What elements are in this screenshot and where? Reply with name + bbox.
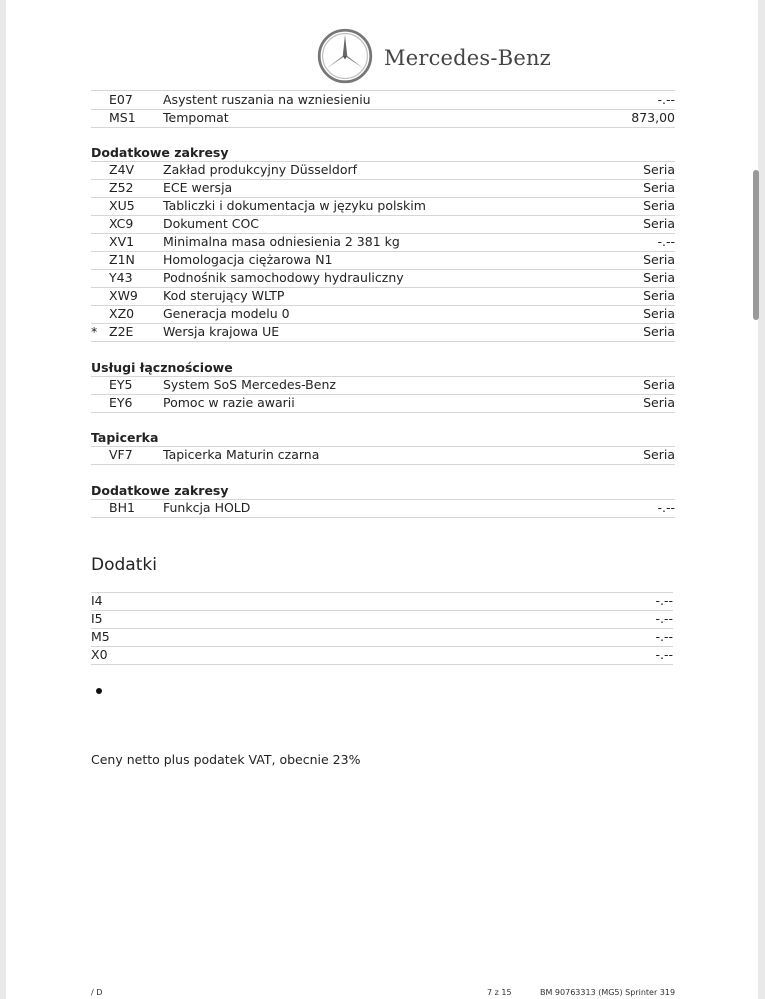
option-code: Z52 <box>109 180 134 195</box>
table-row <box>91 91 675 110</box>
bullet-point <box>96 688 102 694</box>
option-code: XU5 <box>109 198 135 213</box>
option-description: Funkcja HOLD <box>163 500 251 515</box>
option-description: ECE wersja <box>163 180 233 195</box>
option-code: EY6 <box>109 395 133 410</box>
table-row <box>91 394 675 413</box>
table-row <box>91 197 675 216</box>
option-code: Y43 <box>109 270 133 285</box>
section-heading: Dodatkowe zakresy <box>91 483 229 498</box>
option-price: Seria <box>643 324 675 339</box>
option-code: XC9 <box>109 216 134 231</box>
option-price: Seria <box>643 306 675 321</box>
brand-name: Mercedes-Benz <box>384 46 551 70</box>
option-description: Tabliczki i dokumentacja w języku polskim <box>163 198 426 213</box>
option-description: Pomoc w razie awarii <box>163 395 295 410</box>
table-row <box>91 287 675 306</box>
option-description: Zakład produkcyjny Düsseldorf <box>163 162 358 177</box>
table-row <box>91 269 675 288</box>
option-price: Seria <box>643 270 675 285</box>
option-code: XZ0 <box>109 306 135 321</box>
table-row <box>91 161 675 180</box>
option-code: Z1N <box>109 252 135 267</box>
section-heading: Tapicerka <box>91 430 159 445</box>
footer-model: BM 90763313 (MG5) Sprinter 319 <box>540 988 676 997</box>
table-row <box>91 251 675 270</box>
section-heading: Dodatkowe zakresy <box>91 145 229 160</box>
option-price: 873,00 <box>631 110 675 125</box>
option-price: Seria <box>643 198 675 213</box>
option-description: System SoS Mercedes-Benz <box>163 377 336 392</box>
option-code: BH1 <box>109 500 135 515</box>
addon-code: X0 <box>91 647 108 662</box>
option-price: Seria <box>643 162 675 177</box>
addons-heading: Dodatki <box>91 555 157 575</box>
marker: * <box>91 324 98 339</box>
addon-code: I4 <box>91 593 103 608</box>
option-code: VF7 <box>109 447 133 462</box>
option-price: Seria <box>643 288 675 303</box>
option-description: Kod sterujący WLTP <box>163 288 285 303</box>
mercedes-star-icon <box>317 28 373 84</box>
option-price: Seria <box>643 180 675 195</box>
table-row <box>91 323 675 342</box>
option-code: E07 <box>109 92 133 107</box>
addon-price: -.-- <box>655 611 673 626</box>
option-description: Wersja krajowa UE <box>163 324 280 339</box>
addon-price: -.-- <box>655 629 673 644</box>
option-description: Podnośnik samochodowy hydrauliczny <box>163 270 404 285</box>
table-row <box>91 592 673 611</box>
table-row <box>91 628 673 647</box>
option-code: Z2E <box>109 324 134 339</box>
option-description: Minimalna masa odniesienia 2 381 kg <box>163 234 400 249</box>
option-code: EY5 <box>109 377 133 392</box>
option-price: -.-- <box>657 500 675 515</box>
table-row <box>91 646 673 665</box>
option-description: Generacja modelu 0 <box>163 306 290 321</box>
table-row <box>91 446 675 465</box>
vat-note: Ceny netto plus podatek VAT, obecnie 23% <box>91 752 361 767</box>
footer-page-number: 7 z 15 <box>487 988 512 997</box>
option-price: -.-- <box>657 92 675 107</box>
option-code: MS1 <box>109 110 136 125</box>
addon-code: I5 <box>91 611 103 626</box>
option-price: Seria <box>643 377 675 392</box>
option-description: Homologacja ciężarowa N1 <box>163 252 333 267</box>
addon-code: M5 <box>91 629 110 644</box>
addon-price: -.-- <box>655 647 673 662</box>
table-row <box>91 233 675 252</box>
option-code: XV1 <box>109 234 135 249</box>
option-description: Asystent ruszania na wzniesieniu <box>163 92 371 107</box>
footer-left: / D <box>91 988 103 997</box>
section-heading: Usługi łącznościowe <box>91 360 233 375</box>
option-description: Tapicerka Maturin czarna <box>163 447 320 462</box>
option-price: -.-- <box>657 234 675 249</box>
option-price: Seria <box>643 395 675 410</box>
table-row <box>91 215 675 234</box>
option-code: XW9 <box>109 288 138 303</box>
option-description: Tempomat <box>163 110 229 125</box>
table-row <box>91 499 675 518</box>
option-price: Seria <box>643 447 675 462</box>
table-row <box>91 610 673 629</box>
table-row <box>91 179 675 198</box>
option-price: Seria <box>643 252 675 267</box>
option-code: Z4V <box>109 162 135 177</box>
option-description: Dokument COC <box>163 216 260 231</box>
table-row <box>91 305 675 324</box>
table-row <box>91 109 675 128</box>
scrollbar[interactable] <box>753 170 759 320</box>
option-price: Seria <box>643 216 675 231</box>
addon-price: -.-- <box>655 593 673 608</box>
table-row <box>91 376 675 395</box>
